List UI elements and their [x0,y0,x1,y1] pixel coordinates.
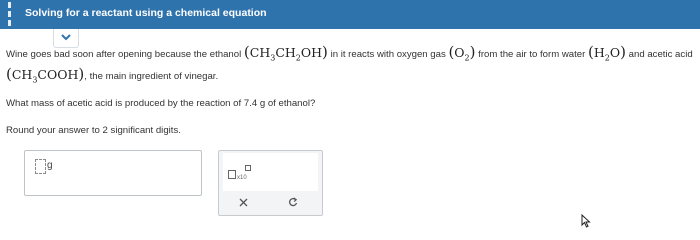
page-title: Solving for a reactant using a chemical equation [25,7,267,19]
ethanol-formula: $(CH_3CH_2OH)$ [243,43,328,63]
tool-palette [218,150,323,216]
chevron-down-icon [61,34,71,41]
water-formula: $(H_2O)$ [588,43,626,63]
scientific-notation-icon[interactable] [228,165,252,181]
clear-x-icon [239,198,248,207]
header-bar [0,0,700,29]
answer-box [24,150,202,196]
question-prompt: What mass of acetic acid is produced by the reaction of 7.4 g of ethanol? [6,98,316,109]
answer-unit: g [47,160,53,171]
acetic-acid-formula: $(CH_3COOH)$ [6,65,85,85]
mouse-cursor-icon [581,214,591,228]
undo-button[interactable] [283,192,303,212]
undo-icon [288,197,298,207]
question-line-2: $(CH_3COOH)$, the main ingredient of vinegar. [6,65,219,85]
oxygen-formula: $(O_2)$ [448,43,476,63]
answer-input[interactable] [35,159,46,174]
question-line-1: Wine goes bad soon after opening because the ethanol $(CH_3CH_2OH)$ in it reacts with oxygen gas $(O_2)$ from the air to form water $(H_2O)$ and acetic acid [6,43,693,63]
hamburger-menu-icon[interactable] [2,0,16,27]
svg-text:x10: x10 [237,175,247,181]
tool-palette-top [223,153,318,191]
rounding-instruction: Round your answer to 2 significant digits. [6,125,181,136]
clear-button[interactable] [233,192,253,212]
